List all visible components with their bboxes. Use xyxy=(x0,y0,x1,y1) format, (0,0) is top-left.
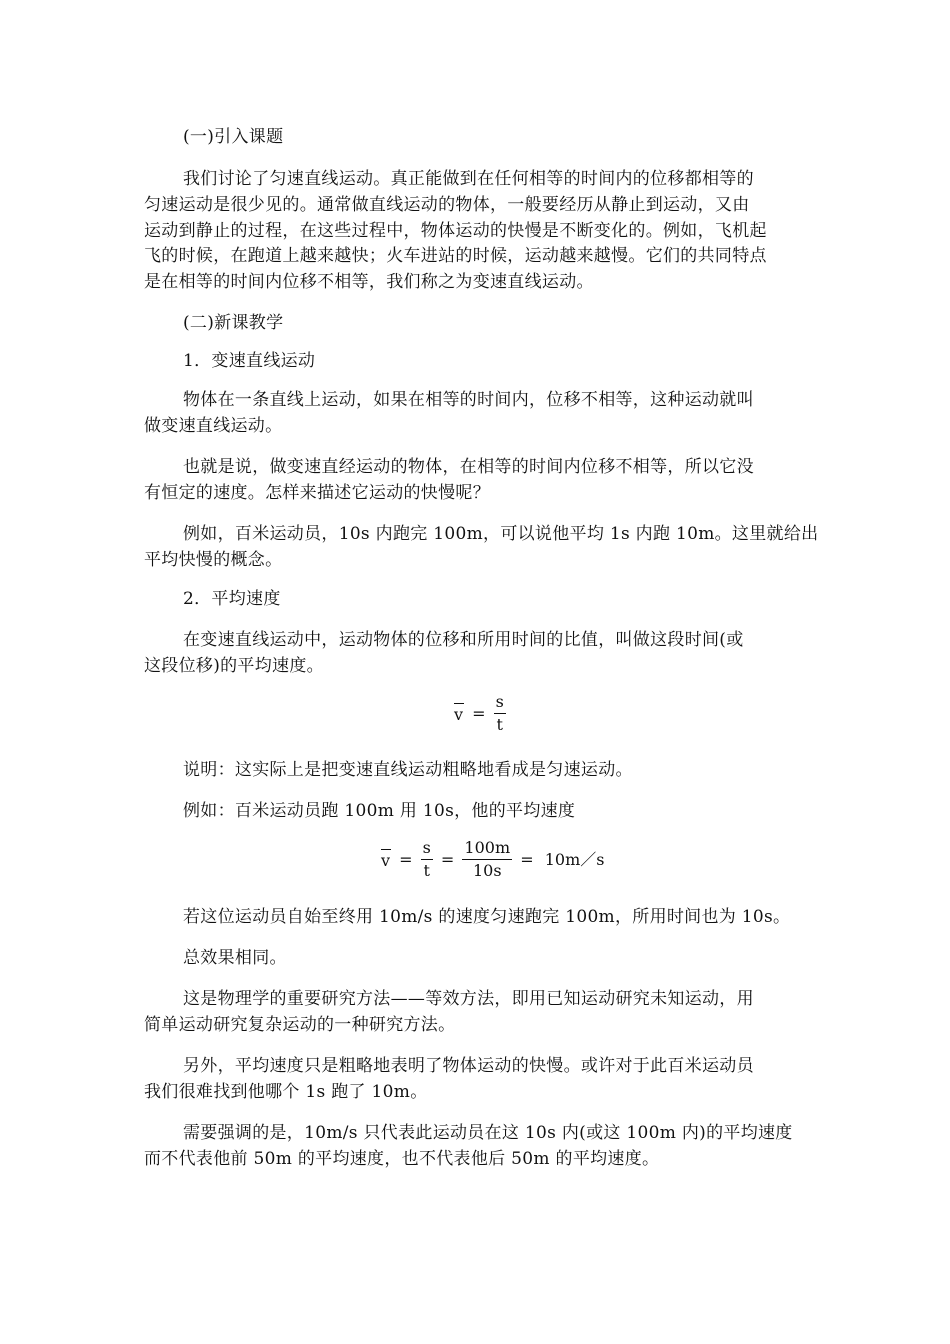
paragraph-3-line-1: 例如，百米运动员，10s 内跑完 100m，可以说他平均 1s 内跑 10m。这里就给出 xyxy=(183,524,819,544)
paragraph-8-line-1: 需要强调的是，10m/s 只代表此运动员在这 10s 内(或这 100m 内)的平均速度 xyxy=(183,1123,793,1143)
paragraph-6-line-2: 简单运动研究复杂运动的一种研究方法。 xyxy=(144,1015,456,1035)
formula-2-result: 10m／s xyxy=(544,849,605,869)
intro-paragraph-line-5: 是在相等的时间内位移不相等，我们称之为变速直线运动。 xyxy=(144,272,594,292)
paragraph-7-line-1: 另外，平均速度只是粗略地表明了物体运动的快慢。或许对于此百米运动员 xyxy=(183,1056,754,1076)
intro-paragraph-line-3: 运动到静止的过程，在这些过程中，物体运动的快慢是不断变化的。例如，飞机起 xyxy=(144,221,767,241)
formula-2-denominator-1: t xyxy=(423,861,430,880)
intro-heading: (一)引入课题 xyxy=(183,127,284,147)
definition-2-line-2: 这段位移)的平均速度。 xyxy=(144,656,324,676)
paragraph-4: 若这位运动员自始至终用 10m/s 的速度匀速跑完 100m，所用时间也为 10s。 xyxy=(183,907,791,927)
paragraph-3-line-2: 平均快慢的概念。 xyxy=(144,550,283,570)
formula-average-velocity xyxy=(454,693,506,734)
formula-2-equals-1: = xyxy=(399,849,413,869)
paragraph-2-line-2: 有恒定的速度。怎样来描述它运动的快慢呢？ xyxy=(144,483,490,503)
subheading-variable-motion: 1．变速直线运动 xyxy=(183,351,316,371)
formula-2-fraction-1 xyxy=(421,839,433,880)
definition-1-line-2: 做变速直线运动。 xyxy=(144,416,283,436)
formula-1-equals: = xyxy=(472,703,486,723)
formula-1-fraction xyxy=(494,693,506,734)
formula-2-equals-2: = xyxy=(440,849,455,869)
formula-2-v: v xyxy=(381,851,391,870)
paragraph-7-line-2: 我们很难找到他哪个 1s 跑了 10m。 xyxy=(144,1082,428,1102)
paragraph-8-line-2: 而不代表他前 50m 的平均速度，也不代表他后 50m 的平均速度。 xyxy=(144,1149,660,1169)
intro-paragraph-line-1: 我们讨论了匀速直线运动。真正能做到在任何相等的时间内的位移都相等的 xyxy=(183,169,754,189)
formula-example-velocity xyxy=(381,839,607,880)
formula-2-numerator-2: 100m xyxy=(464,838,511,857)
v-bar-symbol xyxy=(454,703,464,724)
paragraph-6-line-1: 这是物理学的重要研究方法——等效方法，即用已知运动研究未知运动，用 xyxy=(183,989,754,1009)
example-line: 例如：百米运动员跑 100m 用 10s，他的平均速度 xyxy=(183,801,576,821)
formula-1-v: v xyxy=(454,705,464,724)
formula-1-denominator: t xyxy=(496,715,503,734)
paragraph-2-line-1: 也就是说，做变速直经运动的物体，在相等的时间内位移不相等，所以它没 xyxy=(183,457,754,477)
v-bar-symbol-2 xyxy=(381,849,391,870)
intro-paragraph-line-4: 飞的时候，在跑道上越来越快；火车进站的时候，运动越来越慢。它们的共同特点 xyxy=(144,246,767,266)
paragraph-5: 总效果相同。 xyxy=(183,948,287,968)
intro-paragraph-line-2: 匀速运动是很少见的。通常做直线运动的物体，一般要经历从静止到运动，又由 xyxy=(144,195,750,215)
formula-2-denominator-2: 10s xyxy=(472,861,502,880)
formula-2-equals-3: = xyxy=(520,849,534,869)
formula-2-fraction-2 xyxy=(462,839,512,880)
explanation-line: 说明：这实际上是把变速直线运动粗略地看成是匀速运动。 xyxy=(183,760,633,780)
definition-2-line-1: 在变速直线运动中，运动物体的位移和所用时间的比值，叫做这段时间(或 xyxy=(183,630,744,650)
definition-1-line-1: 物体在一条直线上运动，如果在相等的时间内，位移不相等，这种运动就叫 xyxy=(183,390,754,410)
new-lesson-heading: (二)新课教学 xyxy=(183,313,284,333)
subheading-average-velocity: 2．平均速度 xyxy=(183,589,281,609)
formula-1-numerator: s xyxy=(495,692,504,711)
formula-2-numerator-1: s xyxy=(422,838,431,857)
